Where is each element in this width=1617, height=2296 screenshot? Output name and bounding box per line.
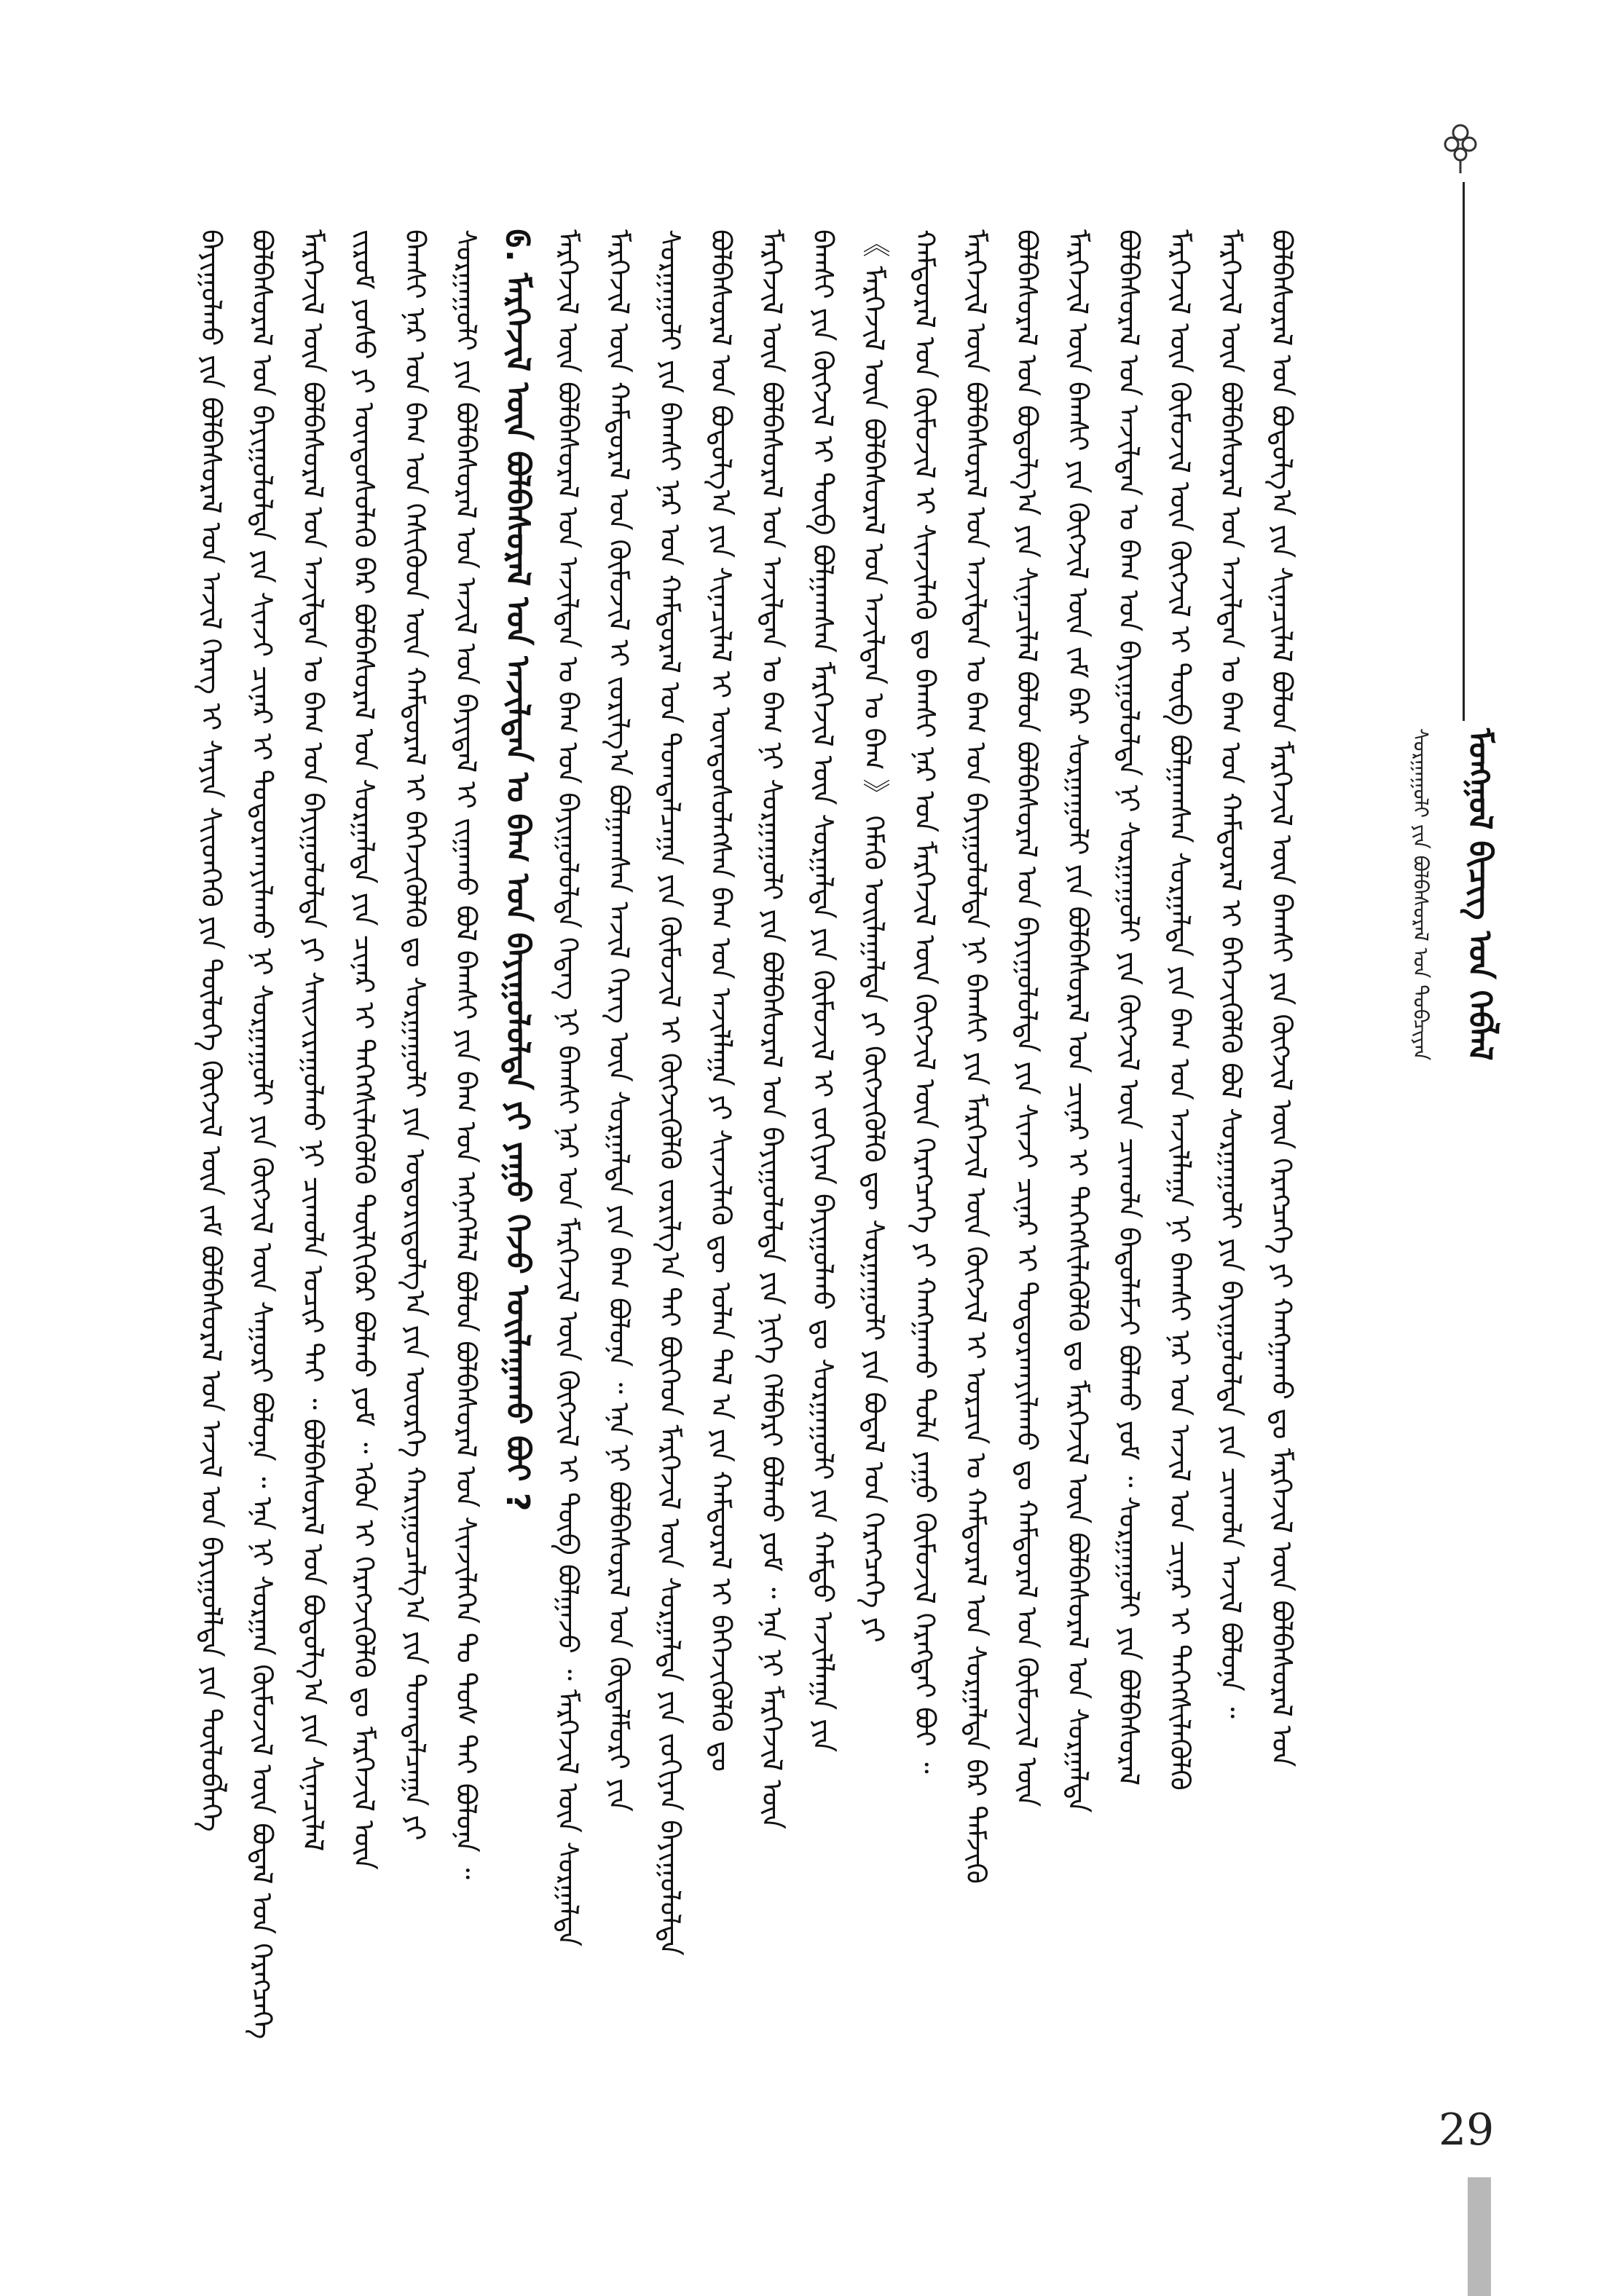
running-head-subtitle: ᠰᠤᠷᠭᠠᠭᠤᠯᠢ ᠶᠢᠨ ᠪᠣᠯᠪᠠᠰᠤᠷᠠᠯ ᠤᠨ ᠲᠣᠪᠴᠢᠶᠠᠨ [1409,728,1433,1061]
ornament-icon [1431,117,1490,175]
text-line: ᠪᠣᠯᠪᠠᠰᠤᠷᠠᠯ ᠤᠨ ᠠᠵᠢᠯᠲᠠᠨ ᠤ ᠪᠠᠭ ᠤᠨ ᠪᠠᠶᠢᠭᠤᠯᠤᠯᠲᠠ ᠨᠢ ᠰᠤᠷᠭᠠᠭᠤᠯᠢ ᠶᠢᠨ ᠬᠥᠭᠵᠢᠯ ᠦᠨ ᠴᠢᠬᠤᠯᠠ ᠪᠠᠲᠤᠯᠠᠮᠵᠢ ᠪᠣᠯᠬᠤ ᠶᠤᠮ ᠃ ᠰᠤᠷᠭᠠᠭᠤᠯᠢ ᠶᠢᠨ ᠪᠣᠯᠪᠠᠰᠤᠷᠠᠯ [1113,229,1145,1786]
text-line: ᠪᠣᠯᠪᠠᠰᠤᠷᠠᠯ ᠤᠨ ᠪᠠᠶᠢᠭᠤᠯᠤᠯᠲᠠ ᠶᠢᠨ ᠰᠢᠨᠵᠢ ᠴᠢᠨᠠᠷ ᠢ ᠲᠣᠳᠣᠷᠬᠠᠶᠢᠯᠠᠬᠤ ᠨᠢ ᠰᠤᠷᠭᠠᠭᠤᠯᠢ ᠶᠢᠨ ᠬᠥᠭᠵᠢᠯ ᠦᠨ ᠰᠠᠭᠤᠷᠢ ᠪᠣᠯᠤᠨᠠ ᠃ ᠡᠨᠡ ᠨᠢ ᠰᠤᠷᠭᠠᠨ ᠬᠦᠮᠦᠵᠢᠯ ᠦᠨ ᠪᠣᠳᠠᠯ ᠤᠨ ᠬᠡᠷᠡᠭᠴᠡᠭᠡ [246,229,278,2040]
body-text [186,229,1373,2246]
thumb-tab [1468,2177,1491,2296]
text-line: ᠮᠡᠷᠭᠡᠵᠢᠯ ᠦᠨ ᠬᠦᠮᠦᠵᠢᠯ ᠦᠨ ᠬᠥᠭᠵᠢᠯ ᠢ ᠲᠥᠪ ᠪᠣᠯᠭᠠᠭᠰᠠᠨ ᠰᠤᠷᠭᠠᠯᠲᠠ ᠶᠢᠨ ᠪᠠᠭ ᠤᠨ ᠠᠵᠢᠯᠯᠠᠭᠠ ᠨᠢ ᠪᠠᠭᠰᠢ ᠨᠠᠷ ᠤᠨ ᠠᠵᠢᠯ ᠤᠨ ᠴᠢᠨᠠᠷ ᠢ ᠳᠡᠭᠡᠭᠰᠢᠯᠡᠭᠦᠯᠬᠦ [1164,229,1196,1791]
text-line: ᠰᠤᠷᠭᠠᠭᠤᠯᠢ ᠶᠢᠨ ᠪᠠᠭᠰᠢ ᠨᠠᠷ ᠤᠨ ᠬᠠᠮᠲᠤᠷᠠᠯ ᠤᠨ ᠲᠣᠭᠲᠠᠯᠴᠠᠭᠠ ᠶᠢᠨ ᠬᠦᠮᠦᠵᠢᠯ ᠢ ᠬᠥᠭᠵᠢᠭᠦᠯᠬᠦ ᠵᠣᠷᠢᠯᠭ᠎ᠠ ᠲᠠᠢ ᠪᠥᠭᠡᠳ ᠮᠡᠷᠭᠡᠵᠢᠯ ᠦᠨ ᠰᠤᠷᠭᠠᠯᠲᠠ ᠶᠢᠨ ᠵᠣᠬᠢᠶᠠᠨ ᠪᠠᠶᠢᠭᠤᠯᠤᠯᠲᠠ [654,229,686,1956]
page-number: 29 [1439,2104,1495,2155]
text-line: ᠮᠡᠷᠭᠡᠵᠢᠯ ᠦᠨ ᠪᠣᠯᠪᠠᠰᠤᠷᠠᠯ ᠤᠨ ᠠᠵᠢᠯᠲᠠᠨ ᠤ ᠪᠠᠭ ᠤᠨ ᠪᠠᠶᠢᠭᠤᠯᠤᠯᠲᠠ ᠭᠡᠳᠡᠭ ᠨᠢ ᠪᠠᠭᠰᠢ ᠨᠠᠷ ᠤᠨ ᠮᠡᠷᠭᠡᠵᠢᠯ ᠦᠨ ᠬᠥᠭᠵᠢᠯ ᠢ ᠲᠥᠪ ᠪᠣᠯᠭᠠᠵᠤ ᠃ ᠮᠡᠷᠭᠡᠵᠢᠯ ᠦᠨ ᠰᠤᠷᠭᠠᠯᠲᠠ [552,229,584,1946]
text-line: ᠪᠣᠯᠪᠠᠰᠤᠷᠠᠯ ᠤᠨ ᠪᠣᠳᠤᠯᠭ᠎ᠠ ᠶᠢᠨ ᠰᠢᠨᠡᠴᠢᠯᠡᠯ ᠢ ᠦᠨᠳᠦᠰᠦᠯᠡᠭᠰᠡᠨ ᠪᠠᠭ ᠤᠨ ᠠᠵᠢᠯᠯᠠᠭᠠ ᠶᠢ ᠰᠢᠨᠵᠢᠯᠡᠬᠦ ᠳᠦ ᠣᠯᠠᠨ ᠲᠠᠯ ᠠ ᠶᠢᠨ ᠬᠠᠮᠲᠤᠷᠠᠯ ᠢ ᠪᠡᠭᠡᠵᠢᠭᠦᠯᠬᠦ ᠳᠤ [705,229,737,1772]
text-line: ᠪᠣᠯᠪᠠᠰᠤᠷᠠᠯ ᠤᠨ ᠪᠣᠳᠤᠯᠭ᠎ᠠ ᠶᠢᠨ ᠰᠢᠨᠡᠴᠢᠯᠡᠯ ᠪᠣᠯᠤᠨ ᠮᠡᠷᠭᠡᠵᠢᠯ ᠦᠨ ᠪᠠᠭᠰᠢ ᠶᠢᠨ ᠬᠥᠭᠵᠢᠯ ᠦᠨ ᠬᠡᠷᠡᠭᠴᠡᠭᠡ ᠶᠢ ᠬᠠᠩᠭᠠᠬᠤ ᠳᠤ ᠮᠡᠷᠭᠡᠵᠢᠯ ᠦᠨ ᠪᠣᠯᠪᠠᠰᠤᠷᠠᠯ ᠤᠨ [1266,229,1298,1767]
text-line: 《 ᠮᠡᠷᠭᠡᠵᠢᠯ ᠦᠨ ᠪᠣᠯᠪᠠᠰᠤᠷᠠᠯ ᠤᠨ ᠠᠵᠢᠯᠲᠠᠨ ᠤ ᠪᠠᠭ 》 ᠬᠡᠮᠡᠬᠦ ᠣᠢᠯᠠᠭᠠᠯᠲᠠ ᠶᠢ ᠬᠥᠭᠵᠢᠭᠦᠯᠬᠦ ᠳᠦ ᠰᠤᠷᠭᠠᠭᠤᠯᠢ ᠶᠢᠨ ᠪᠣᠳᠠᠯ ᠤᠨ ᠬᠡᠷᠡᠭᠴᠡᠭᠡ ᠶᠢ [858,229,890,1643]
text-line: ᠪᠠᠭᠰᠢ ᠨᠠᠷ ᠤᠨ ᠪᠠᠭ ᠤᠨ ᠭᠡᠰᠢᠭᠦᠳ ᠦᠨ ᠬᠠᠮᠲᠤᠷᠠᠯ ᠢ ᠪᠡᠭᠡᠵᠢᠭᠦᠯᠬᠦ ᠳᠤ ᠰᠤᠷᠭᠠᠭᠤᠯᠢ ᠶᠢᠨ ᠤᠳᠤᠷᠢᠳᠤᠯᠭ᠎ᠠ ᠶᠢᠨ ᠦᠦᠷᠭᠡ ᠬᠠᠷᠢᠭᠤᠴᠠᠯᠭ᠎ᠠ ᠶᠢᠨ ᠲᠣᠭᠲᠠᠯᠴᠠᠭᠠ ᠶᠢ [399,229,431,1841]
text-line: ᠮᠡᠷᠭᠡᠵᠢᠯ ᠦᠨ ᠪᠠᠭᠰᠢ ᠶᠢᠨ ᠬᠥᠭᠵᠢᠯ ᠦᠨ ᠵᠠᠮ ᠪᠠᠷ ᠰᠤᠷᠭᠠᠭᠤᠯᠢ ᠶᠢᠨ ᠪᠣᠯᠪᠠᠰᠤᠷᠠᠯ ᠤᠨ ᠴᠢᠨᠠᠷ ᠢ ᠳᠡᠭᠡᠭᠰᠢᠯᠡᠭᠦᠯᠬᠦ ᠳᠤ ᠮᠡᠷᠭᠡᠵᠢᠯ ᠦᠨ ᠪᠣᠯᠪᠠᠰᠤᠷᠠᠯ ᠤᠨ ᠰᠤᠷᠭᠠᠯᠲᠠ [1062,229,1094,1813]
running-head-title: ᠮᠣᠩᠭᠣᠯ ᠪᠢᠴᠢᠭ ᠤᠨ ᠬᠡᠪᠯᠡᠯ [1461,728,1498,1061]
section-heading: ᠖. ᠮᠡᠷᠭᠡᠵᠢᠯ ᠦᠨ ᠪᠣᠯᠪᠠᠰᠤᠷᠠᠯ ᠤᠨ ᠠᠵᠢᠯᠲᠠᠨ ᠤ ᠪᠠᠭ ᠤᠨ ᠪᠠᠶᠢᠭᠤᠯᠤᠯᠲᠠ ᠶᠢ ᠶᠠᠭᠤ ᠭᠡᠵᠦ ᠣᠢᠯᠠᠭᠠᠬᠤ ᠪᠤᠢ ? [499,229,536,1512]
running-head [1398,728,1508,1515]
text-line: ᠵᠢᠷᠤᠮ ᠶᠣᠰᠣ ᠶᠢ ᠦᠨᠳᠦᠰᠦᠯᠡᠬᠦ ᠪᠡᠷ ᠪᠣᠯᠪᠠᠰᠤᠷᠠᠯ ᠤᠨ ᠰᠤᠷᠭᠠᠯᠲᠠ ᠶᠢᠨ ᠴᠢᠨᠠᠷ ᠢ ᠳᠡᠭᠡᠭᠰᠢᠯᠡᠭᠦᠯᠬᠦ ᠲᠦᠯᠬᠢᠭᠦᠷ ᠪᠣᠯᠬᠤ ᠶᠤᠮ ᠃ ᠡᠭᠦᠨ ᠢ ᠬᠡᠷᠡᠭᠵᠢᠭᠦᠯᠬᠦ ᠳᠤ ᠮᠡᠷᠭᠡᠵᠢᠯ ᠦᠨ [348,229,380,1870]
text-line: ᠮᠡᠷᠭᠡᠵᠢᠯ ᠦᠨ ᠪᠣᠯᠪᠠᠰᠤᠷᠠᠯ ᠤᠨ ᠠᠵᠢᠯᠲᠠᠨ ᠤ ᠪᠠᠭ ᠤᠨ ᠬᠠᠮᠲᠤᠷᠠᠯ ᠢ ᠪᠡᠭᠡᠵᠢᠭᠦᠯᠬᠦ ᠪᠣᠯ ᠰᠤᠷᠭᠠᠭᠤᠯᠢ ᠶᠢᠨ ᠪᠠᠶᠢᠭᠤᠯᠤᠯᠲᠠ ᠶᠢᠨ ᠴᠢᠬᠤᠯᠠ ᠠᠵᠢᠯ ᠪᠣᠯᠤᠨᠠ ᠃ [1215,229,1247,1719]
text-line: ᠪᠠᠭᠰᠢ ᠶᠢᠨ ᠬᠥᠭᠵᠢᠯ ᠢ ᠲᠥᠪ ᠪᠣᠯᠭᠠᠭᠰᠠᠨ ᠮᠡᠷᠭᠡᠵᠢᠯ ᠦᠨ ᠰᠤᠷᠭᠠᠯᠲᠠ ᠶᠢᠨ ᠬᠦᠮᠦᠵᠢᠯ ᠢ ᠵᠣᠬᠢᠶᠠᠨ ᠪᠠᠶᠢᠭᠤᠯᠬᠤ ᠳᠤ ᠰᠤᠷᠭᠠᠭᠤᠯᠢ ᠶᠢᠨ ᠬᠠᠮᠲᠤ ᠠᠵᠢᠯᠯᠠᠭᠠ ᠶᠢᠨ [807,229,839,1753]
text-line: ᠪᠠᠶᠢᠭᠤᠯᠬᠤ ᠶᠢᠨ ᠪᠣᠯᠪᠠᠰᠤᠷᠠᠯ ᠤᠨ ᠠᠵᠢᠯ ᠬᠡᠷᠡᠭ ᠢ ᠰᠠᠶᠢᠨ ᠰᠢᠢᠳᠬᠡᠬᠦ ᠶᠢᠨ ᠲᠥᠯᠥᠭᠡ ᠬᠥᠭᠵᠢᠯ ᠦᠨ ᠵᠠᠮ ᠪᠣᠯᠪᠠᠰᠤᠷᠠᠯ ᠤᠨ ᠠᠵᠢᠯ ᠤᠨ ᠪᠠᠶᠢᠭᠤᠯᠯᠲᠠ ᠶᠢᠨ ᠲᠥᠯᠥᠪᠯᠡᠭᠡ [195,229,227,1832]
text-line: ᠪᠣᠯᠪᠠᠰᠤᠷᠠᠯ ᠤᠨ ᠪᠣᠳᠤᠯᠭ᠎ᠠ ᠶᠢᠨ ᠰᠢᠨᠡᠴᠢᠯᠡᠯ ᠪᠣᠯᠤᠨ ᠪᠣᠯᠪᠠᠰᠤᠷᠠᠯ ᠤᠨ ᠪᠠᠶᠢᠭᠤᠯᠤᠯᠲᠠ ᠶᠢᠨ ᠰᠢᠨᠵᠢ ᠴᠢᠨᠠᠷ ᠢ ᠲᠣᠳᠣᠷᠬᠠᠶᠢᠯᠠᠬᠤ ᠳᠤ ᠬᠠᠮᠲᠤᠷᠠᠯ ᠤᠨ ᠬᠦᠮᠦᠵᠢᠯ ᠦᠨ [1011,229,1043,1807]
text-line: ᠮᠡᠷᠭᠡᠵᠢᠯ ᠦᠨ ᠪᠣᠯᠪᠠᠰᠤᠷᠠᠯ ᠤᠨ ᠠᠵᠢᠯᠲᠠᠨ ᠤ ᠪᠠᠭ ᠨᠢ ᠰᠤᠷᠭᠠᠭᠤᠯᠢ ᠶᠢᠨ ᠪᠣᠯᠪᠠᠰᠤᠷᠠᠯ ᠤᠨ ᠪᠠᠶᠢᠭᠤᠯᠤᠯᠲᠠ ᠶᠢᠨ ᠨᠢᠭᠡ ᠬᠡᠯᠪᠡᠷᠢ ᠪᠣᠯᠬᠤ ᠶᠤᠮ ᠃ ᠡᠨᠡ ᠨᠢ ᠮᠡᠷᠭᠡᠵᠢᠯ ᠦᠨ [756,229,788,1830]
text-line: ᠮᠡᠷᠭᠡᠵᠢᠯ ᠦᠨ ᠪᠣᠯᠪᠠᠰᠤᠷᠠᠯ ᠤᠨ ᠠᠵᠢᠯᠲᠠᠨ ᠤ ᠪᠠᠭ ᠤᠨ ᠪᠠᠶᠢᠭᠤᠯᠤᠯᠲᠠ ᠶᠢ ᠰᠠᠢᠵᠢᠷᠠᠭᠤᠯᠬᠤ ᠨᠢ ᠴᠢᠬᠤᠯᠠ ᠤᠴᠢᠷ ᠲᠠᠢ ᠃ ᠪᠣᠯᠪᠠᠰᠤᠷᠠᠯ ᠤᠨ ᠪᠣᠳᠤᠯᠭ᠎ᠠ ᠶᠢᠨ ᠰᠢᠨᠡᠴᠢᠯᠡᠯ [297,229,329,1852]
text-line: ᠬᠠᠮᠲᠤᠷᠠᠯ ᠤᠨ ᠬᠦᠮᠦᠵᠢᠯ ᠢ ᠰᠢᠨᠵᠢᠯᠡᠬᠦ ᠳᠤ ᠪᠠᠭᠰᠢ ᠨᠠᠷ ᠤᠨ ᠮᠡᠷᠭᠡᠵᠢᠯ ᠦᠨ ᠬᠥᠭᠵᠢᠯ ᠦᠨ ᠬᠡᠷᠡᠭᠴᠡᠭᠡ ᠶᠢ ᠬᠠᠩᠭᠠᠬᠤ ᠲᠤᠯᠠ ᠶᠠᠭᠤ ᠬᠦᠮᠦᠵᠢᠯ ᠬᠡᠷᠡᠭᠲᠡᠢ ᠪᠤᠢ ᠃ [909,229,941,1774]
text-line: ᠮᠡᠷᠭᠡᠵᠢᠯ ᠦᠨ ᠬᠠᠮᠲᠤᠷᠠᠯ ᠤᠨ ᠬᠦᠮᠦᠵᠢᠯ ᠢ ᠵᠣᠷᠢᠯᠭ᠎ᠠ ᠪᠣᠯᠭᠠᠭᠰᠠᠨ ᠠᠵᠢᠯ ᠬᠡᠷᠡᠭ ᠦᠨ ᠰᠤᠷᠭᠠᠯᠲᠠ ᠶᠢᠨ ᠪᠠᠭ ᠪᠣᠯᠤᠨᠠ ᠃ ᠡᠨᠡ ᠨᠢ ᠪᠣᠯᠪᠠᠰᠤᠷᠠᠯ ᠤᠨ ᠬᠦᠳᠡᠯᠮᠦᠷᠢ ᠶᠢᠨ [603,229,635,1812]
text-line: ᠮᠡᠷᠭᠡᠵᠢᠯ ᠦᠨ ᠪᠣᠯᠪᠠᠰᠤᠷᠠᠯ ᠤᠨ ᠠᠵᠢᠯᠲᠠᠨ ᠤ ᠪᠠᠭ ᠤᠨ ᠪᠠᠶᠢᠭᠤᠯᠤᠯᠲᠠ ᠨᠢ ᠪᠠᠭᠰᠢ ᠶᠢᠨ ᠮᠡᠷᠭᠡᠵᠢᠯ ᠦᠨ ᠬᠥᠭᠵᠢᠯ ᠢ ᠣᠷᠴᠢᠨ ᠤ ᠬᠠᠮᠲᠤᠷᠠᠯ ᠤᠨ ᠰᠤᠷᠭᠠᠯᠲᠠ ᠪᠠᠷ ᠳᠡᠮᠵᠢᠬᠦ [960,229,992,1884]
running-head-rule [1463,182,1465,721]
text-line: ᠰᠤᠷᠭᠠᠭᠤᠯᠢ ᠶᠢᠨ ᠪᠣᠯᠪᠠᠰᠤᠷᠠᠯ ᠤᠨ ᠠᠵᠢᠯ ᠤᠨ ᠪᠠᠶᠢᠳᠠᠯ ᠢ ᠵᠢᠭᠠᠬᠤ ᠪᠣᠯ ᠪᠠᠭᠰᠢ ᠶᠢᠨ ᠪᠠᠭ ᠤᠨ ᠡᠩᠨᠡᠭᠡᠯᠡᠯ ᠪᠣᠯᠤᠨ ᠪᠣᠯᠪᠠᠰᠤᠷᠠᠯ ᠤᠨ ᠰᠢᠨᠵᠢᠯᠡᠭᠡᠨ ᠲᠤ ᠲᠤᠰ ᠲᠠᠢ ᠪᠣᠯᠤᠨᠠ ᠃ [450,229,482,1879]
